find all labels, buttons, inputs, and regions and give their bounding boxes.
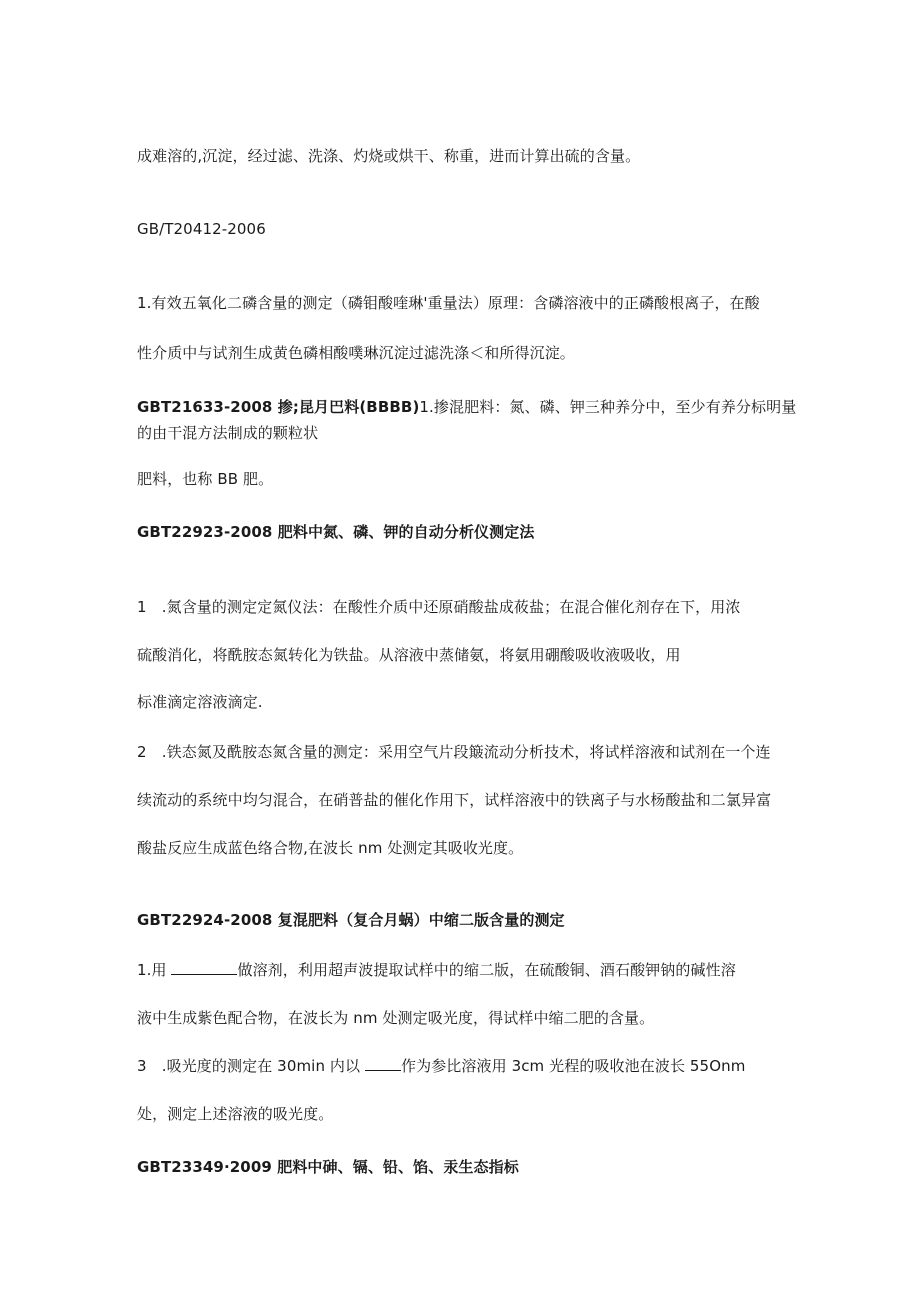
paragraph-biuret-suffix: 做溶剂，利用超声波提取试样中的缩二版，在硫酸铜、酒石酸钾钠的碱性溶	[237, 961, 736, 979]
paragraph-sulfur-method-end: 成难溶的,沉淀，经过滤、洗涤、灼烧或烘干、称重，进而计算出硫的含量。	[137, 147, 641, 165]
paragraph-biuret-line1	[137, 960, 736, 980]
paragraph-p2o5-line2: 性介质中与试剂生成黄色磷相酸噗琳沉淀过滤洗涤＜和所得沉淀。	[137, 344, 575, 362]
heading-gbt21633-definition: 1.掺混肥料：氮、磷、钾三种养分中，至少有养分标明量	[419, 398, 797, 416]
heading-gbt21633	[137, 397, 796, 417]
standard-code-gbt20412: GB/T20412-2006	[137, 220, 266, 238]
fill-in-blank	[171, 960, 237, 975]
paragraph-p2o5-line1: 1.有效五氧化二磷含量的测定（磷钼酸喹琳'重量法）原理：含磷溶液中的正磷酸根离子，在酸	[137, 294, 760, 312]
heading-gbt22924: GBT22924-2008 复混肥料（复合月蜗）中缩二版含量的测定	[137, 911, 565, 929]
paragraph-bb-fertilizer: 肥料，也称 BB 肥。	[137, 470, 274, 488]
paragraph-ammonium-line2: 续流动的系统中均匀混合，在硝普盐的催化作用下，试样溶液中的铁离子与水杨酸盐和二氯异富	[137, 791, 772, 809]
heading-gbt21633-title: GBT21633-2008 掺;昆月巴料(BBBB)	[137, 398, 420, 416]
paragraph-absorbance-prefix: 3 .吸光度的测定在 30min 内以	[137, 1057, 365, 1075]
paragraph-nitrogen-line3: 标准滴定溶液滴定.	[137, 693, 263, 711]
paragraph-ammonium-line1: 2 .铁态氮及酰胺态氮含量的测定：采用空气片段簸流动分析技术，将试样溶液和试剂在一个连	[137, 743, 771, 761]
paragraph-biuret-line2: 液中生成紫色配合物，在波长为 nm 处测定吸光度，得试样中缩二肥的含量。	[137, 1009, 655, 1027]
paragraph-ammonium-line3: 酸盐反应生成蓝色络合物,在波长 nm 处测定其吸收光度。	[137, 839, 524, 857]
paragraph-absorbance-line1	[137, 1056, 745, 1076]
heading-gbt22923: GBT22923-2008 肥料中氮、磷、钾的自动分析仪测定法	[137, 523, 535, 541]
heading-gbt23349: GBT23349·2009 肥料中砷、镉、铅、馅、汞生态指标	[137, 1158, 519, 1176]
paragraph-nitrogen-line1: 1 .氮含量的测定定氮仪法：在酸性介质中还原硝酸盐成莜盐；在混合催化剂存在下，用浓	[137, 598, 741, 616]
paragraph-absorbance-line2: 处，测定上述溶液的吸光度。	[137, 1105, 334, 1123]
paragraph-biuret-prefix: 1.用	[137, 961, 172, 979]
paragraph-nitrogen-line2: 硫酸消化，将酰胺态氮转化为铁盐。从溶液中蒸储氨，将氨用硼酸吸收液吸收，用	[137, 646, 681, 664]
paragraph-bb-definition-line2: 的由干混方法制成的颗粒状	[137, 424, 319, 442]
fill-in-blank	[365, 1056, 401, 1071]
paragraph-absorbance-suffix: 作为参比溶液用 3cm 光程的吸收池在波长 55Onm	[401, 1057, 746, 1075]
